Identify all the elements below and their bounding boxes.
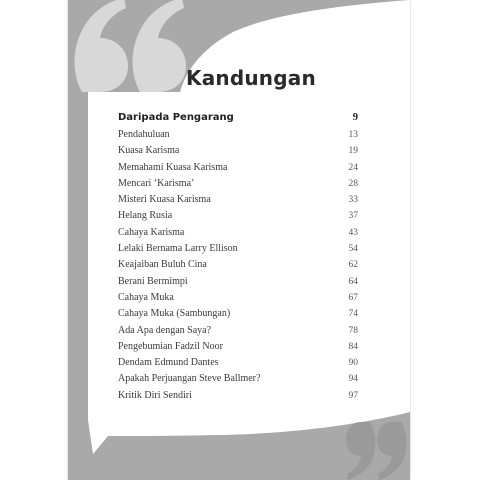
toc-label: Daripada Pengarang (118, 112, 234, 123)
toc-row[interactable] (118, 308, 358, 324)
toc-label: Mencari ‘Karisma’ (118, 177, 195, 189)
toc-page: 90 (348, 358, 358, 369)
toc-page: 97 (348, 390, 358, 401)
toc-label: Memahami Kuasa Karisma (118, 161, 228, 173)
toc-page: 84 (348, 341, 358, 352)
toc-label: Cahaya Muka (118, 291, 174, 303)
toc-page: 37 (348, 211, 358, 222)
toc-page: 67 (348, 292, 358, 303)
toc-page: 54 (348, 244, 358, 255)
toc-page: 24 (348, 162, 358, 173)
toc-row[interactable] (118, 129, 358, 145)
toc-page: 9 (352, 112, 358, 123)
toc-page: 94 (348, 374, 358, 385)
toc-row[interactable] (118, 341, 358, 357)
toc-label: Berani Bermimpi (118, 275, 188, 287)
toc-label: Kritik Diri Sendiri (118, 389, 192, 401)
toc-row[interactable] (118, 112, 358, 129)
toc-row[interactable] (118, 227, 358, 243)
toc-row[interactable] (118, 325, 358, 341)
toc-row[interactable] (118, 390, 358, 406)
toc-row[interactable] (118, 373, 358, 389)
toc-label: Apakah Perjuangan Steve Ballmer? (118, 373, 261, 385)
toc-label: Lelaki Bernama Larry Ellison (118, 243, 238, 255)
toc-label: Pengebumian Fadzil Noor (118, 340, 223, 352)
toc-label: Helang Rusia (118, 210, 173, 222)
toc-label: Cahaya Muka (Sambungan) (118, 308, 231, 320)
toc-row[interactable] (118, 243, 358, 259)
table-of-contents (118, 112, 358, 406)
toc-row[interactable] (118, 210, 358, 226)
open-quote-icon (72, 0, 190, 92)
book-page (68, 0, 410, 480)
toc-label: Pendahuluan (118, 129, 170, 140)
toc-row[interactable] (118, 178, 358, 194)
toc-page: 33 (348, 195, 358, 206)
toc-page: 78 (348, 325, 358, 336)
toc-page: 62 (348, 260, 358, 271)
toc-page: 13 (348, 130, 358, 140)
toc-row[interactable] (118, 162, 358, 178)
close-quote-icon (346, 422, 408, 480)
toc-row[interactable] (118, 259, 358, 275)
toc-row[interactable] (118, 292, 358, 308)
toc-page: 19 (348, 146, 358, 157)
toc-label: Keajaiban Buluh Cina (118, 259, 207, 271)
toc-label: Cahaya Karisma (118, 226, 185, 238)
toc-label: Kuasa Karisma (118, 145, 180, 157)
toc-page: 64 (348, 276, 358, 287)
toc-row[interactable] (118, 276, 358, 292)
toc-page: 43 (348, 227, 358, 238)
toc-row[interactable] (118, 194, 358, 210)
toc-page: 28 (348, 178, 358, 189)
toc-page: 74 (348, 309, 358, 320)
page-title: Kandungan (186, 66, 316, 90)
toc-row[interactable] (118, 145, 358, 161)
toc-label: Misteri Kuasa Karisma (118, 194, 211, 206)
toc-row[interactable] (118, 357, 358, 373)
toc-label: Dendam Edmund Dantes (118, 357, 219, 369)
toc-label: Ada Apa dengan Saya? (118, 324, 212, 336)
